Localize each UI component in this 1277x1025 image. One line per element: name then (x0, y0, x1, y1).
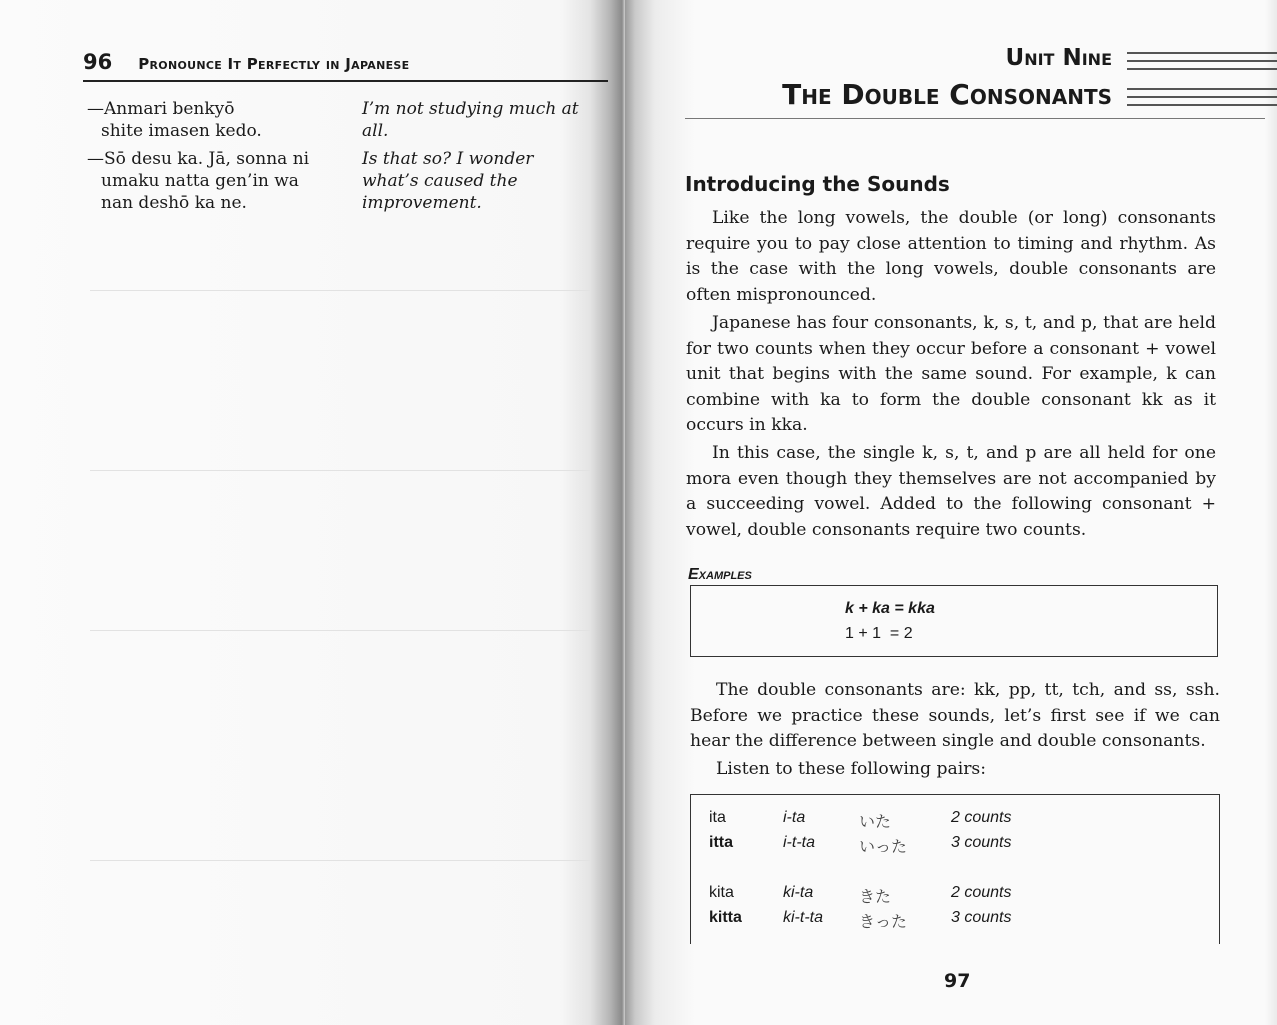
example-counts: 1 + 1 = 2 (845, 625, 913, 642)
kana: きた (859, 889, 892, 906)
kana: いった (859, 839, 908, 856)
word: kitta (709, 909, 742, 926)
header-rule (685, 118, 1265, 119)
paragraph-double-list: The double consonants are: kk, pp, tt, tch, and ss, ssh. Before we practice these sounds, let’s first see if we can hear the difference between single and double consonants. (690, 680, 1220, 751)
bleed-through (90, 860, 590, 861)
section-heading: Introducing the Sounds (685, 172, 950, 196)
table-row (709, 834, 1109, 856)
paragraph-intro: Like the long vowels, the double (or long) consonants require you to pay close attention to timing and rhythm. As is the case with the long vowels, double consonants are often mispronounced. (686, 208, 1216, 305)
dialogue-english-1: I’m not studying much at all. (362, 99, 579, 141)
pairs-table (690, 794, 1220, 944)
chapter-title: The Double Consonants (782, 78, 1112, 111)
bleed-through (90, 470, 590, 471)
table-row (709, 884, 1109, 906)
page-number-left: 96 (83, 50, 113, 74)
book-title: Pronounce It Perfectly in Japanese (138, 55, 410, 73)
decorative-rule (1127, 104, 1277, 106)
bleed-through (90, 630, 590, 631)
decorative-rule (1127, 60, 1277, 62)
syllables: i-ta (783, 809, 806, 826)
bleed-through (90, 290, 590, 291)
examples-box (690, 585, 1218, 657)
header-rule (83, 80, 608, 82)
example-formula: k + ka = kka (845, 600, 935, 617)
examples-label: Examples (688, 566, 752, 583)
dialogue-english-2: Is that so? I wonder what’s caused the improvement. (362, 149, 534, 213)
word: itta (709, 834, 733, 851)
word: kita (709, 884, 734, 901)
paragraph-four-consonants: Japanese has four consonants, k, s, t, and p, that are held for two counts when they occur before a consonant + vowel unit that begins with the same sound. For example, k can combine with ka to form the double consonant kk as it occurs in kka. (686, 313, 1216, 435)
running-head (83, 50, 603, 74)
left-page (0, 0, 625, 1025)
unit-label: Unit Nine (1005, 45, 1112, 71)
counts: 3 counts (951, 909, 1012, 926)
syllables: ki-ta (783, 884, 814, 901)
paragraph-mora: In this case, the single k, s, t, and p are all held for one mora even though they themselves are not accompanied by a succeeding vowel. Added to the following consonant + vowel, double consonants require two counts. (686, 443, 1216, 540)
page-number-right: 97 (944, 970, 971, 992)
syllables: i-t-ta (783, 834, 815, 851)
decorative-rule (1127, 88, 1277, 90)
decorative-rule (1127, 68, 1277, 70)
dialogue-japanese-1: —Anmari benkyō shite imasen kedo. (87, 99, 262, 141)
counts: 3 counts (951, 834, 1012, 851)
decorative-rule (1127, 96, 1277, 98)
word: ita (709, 809, 726, 826)
listen-prompt: Listen to these following pairs: (716, 759, 987, 779)
dialogue-japanese-2: —Sō desu ka. Jā, sonna ni umaku natta gen’in wa nan deshō ka ne. (87, 149, 310, 213)
counts: 2 counts (951, 884, 1012, 901)
table-row (709, 909, 1109, 931)
kana: きった (859, 914, 908, 931)
kana: いた (859, 814, 892, 831)
table-row (709, 809, 1109, 831)
syllables: ki-t-ta (783, 909, 823, 926)
decorative-rule (1127, 52, 1277, 54)
counts: 2 counts (951, 809, 1012, 826)
